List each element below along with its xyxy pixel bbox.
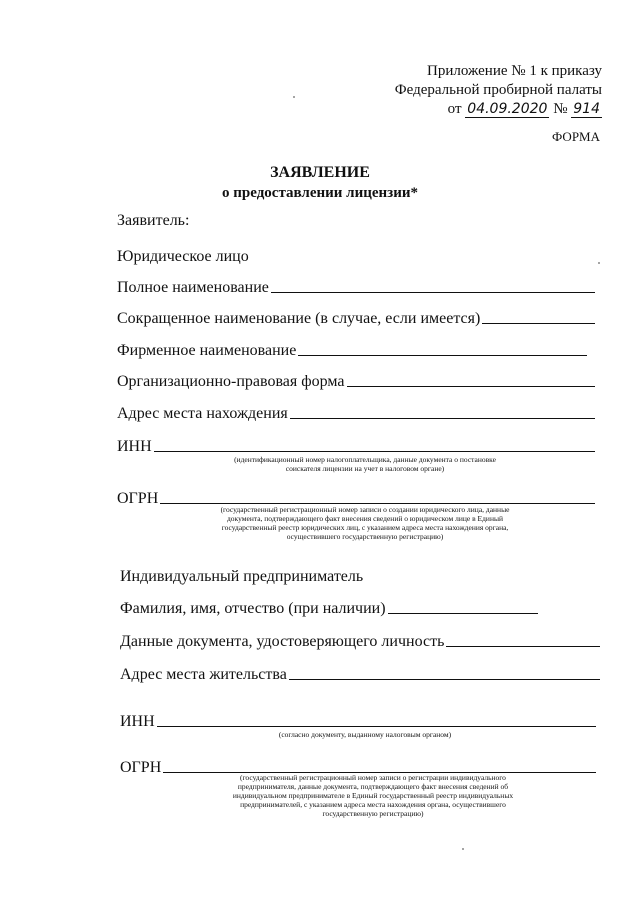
ip-heading: Индивидуальный предприниматель <box>120 568 364 585</box>
legal-short-name-label: Сокращенное наименование (в случае, если имеется) <box>117 310 481 327</box>
ip-address-field[interactable] <box>120 666 600 684</box>
legal-inn-note: (идентификационный номер налогоплательщика, данные документа о постановке соискателя лицензии на учет в налоговом органе) <box>234 455 496 473</box>
ip-id-doc-label: Данные документа, удостоверяющего личность <box>120 633 445 650</box>
ip-fio-label: Фамилия, имя, отчество (при наличии) <box>120 600 386 617</box>
agency-line: Федеральной пробирной палаты <box>394 82 602 98</box>
date-prefix: от <box>447 101 462 117</box>
legal-ogrn-note: (государственный регистрационный номер записи о создании юридического лица, данные документа, подтверждающего факт внесения сведений о юридическом лице в Единый государственный реестр юридических лиц, с указанием адреса места нахождения органа, осуществившего государственную регистрацию) <box>220 505 510 541</box>
legal-short-name-line[interactable] <box>482 323 595 324</box>
ip-id-doc-line[interactable] <box>446 646 600 647</box>
legal-short-name-field[interactable] <box>117 310 595 328</box>
ip-inn-field[interactable] <box>120 713 596 731</box>
legal-inn-label: ИНН <box>117 438 152 455</box>
legal-address-line[interactable] <box>290 418 595 419</box>
scan-speck <box>598 262 600 264</box>
legal-org-form-line[interactable] <box>347 386 596 387</box>
legal-inn-line[interactable] <box>154 451 595 452</box>
scan-speck <box>293 96 295 98</box>
legal-address-label: Адрес места нахождения <box>117 405 288 422</box>
legal-full-name-label: Полное наименование <box>117 279 269 296</box>
ip-ogrn-label: ОГРН <box>120 759 162 776</box>
legal-org-form-label: Организационно-правовая форма <box>117 373 345 390</box>
scan-speck <box>462 848 464 850</box>
title-sub: о предоставлении лицензии* <box>222 185 418 201</box>
legal-full-name-field[interactable] <box>117 279 595 297</box>
appendix-line: Приложение № 1 к приказу <box>427 63 602 79</box>
applicant-label: Заявитель: <box>117 212 190 229</box>
legal-brand-name-label: Фирменное наименование <box>117 342 297 359</box>
legal-brand-name-line[interactable] <box>298 355 587 356</box>
ip-id-doc-field[interactable] <box>120 633 600 651</box>
form-label: ФОРМА <box>552 129 600 144</box>
order-reference <box>395 62 602 119</box>
document-title <box>0 163 640 203</box>
order-number: 914 <box>573 101 600 117</box>
order-date-number <box>395 100 602 119</box>
legal-ogrn-line[interactable] <box>160 503 595 504</box>
legal-ogrn-label: ОГРН <box>117 490 159 507</box>
ip-address-label: Адрес места жительства <box>120 666 287 683</box>
ip-inn-label: ИНН <box>120 713 155 730</box>
title-main: ЗАЯВЛЕНИЕ <box>270 164 370 181</box>
number-prefix: № <box>553 101 568 117</box>
order-date: 04.09.2020 <box>467 101 548 117</box>
legal-org-form-field[interactable] <box>117 373 595 391</box>
legal-entity-heading: Юридическое лицо <box>117 248 249 265</box>
ip-ogrn-note: (государственный регистрационный номер записи о регистрации индивидуального предпринимателя, данные документа, подтверждающего факт внесения сведений об индивидуальном предпринимателе в Единый государственный реестр индивидуальных предпринимателей, с указанием адреса места нахождения органа, осуществившего государственную регистрацию) <box>232 773 514 818</box>
ip-fio-line[interactable] <box>388 613 538 614</box>
legal-address-field[interactable] <box>117 405 595 423</box>
ip-inn-note: (согласно документу, выданному налоговым органом) <box>278 730 452 739</box>
legal-full-name-line[interactable] <box>271 292 595 293</box>
ip-fio-field[interactable] <box>120 600 538 618</box>
ip-inn-line[interactable] <box>157 726 596 727</box>
legal-inn-field[interactable] <box>117 438 595 456</box>
ip-address-line[interactable] <box>289 679 600 680</box>
legal-brand-name-field[interactable] <box>117 342 587 360</box>
